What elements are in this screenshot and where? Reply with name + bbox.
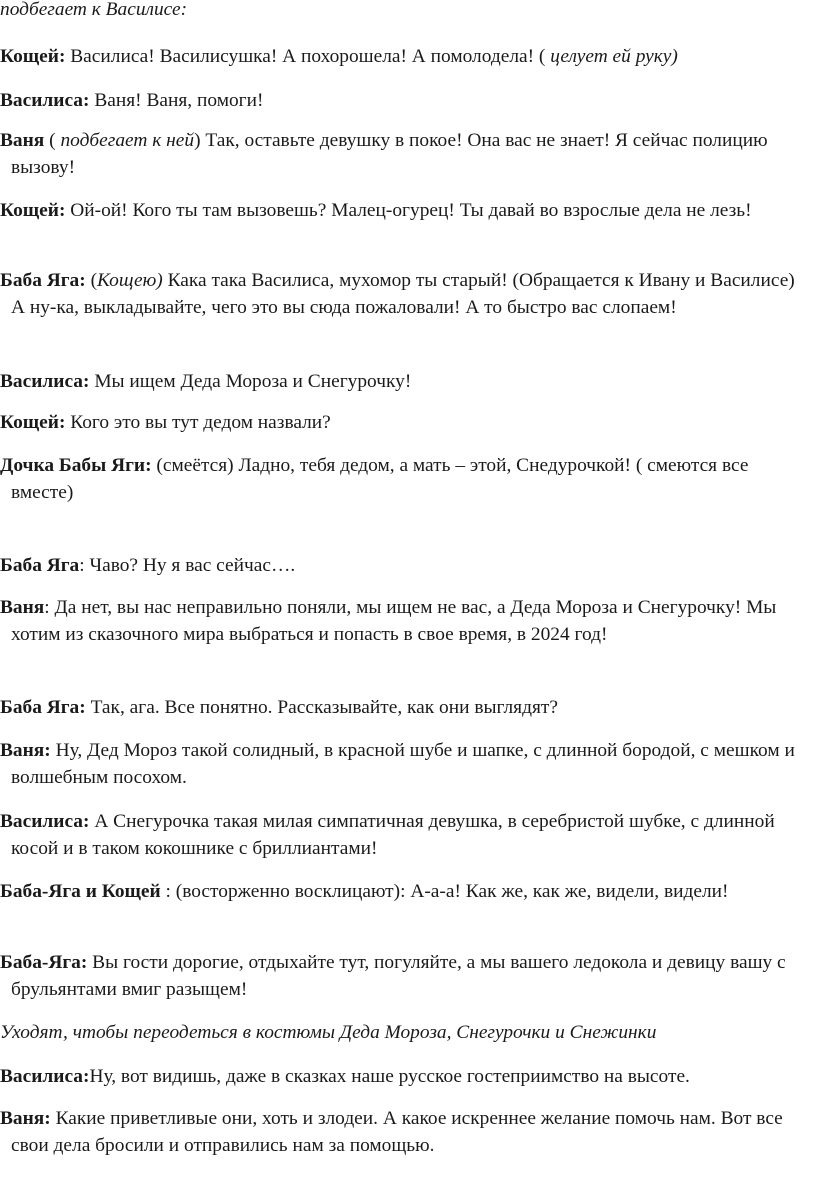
- stage-direction-text: Кощею): [97, 270, 163, 291]
- speech-text: : Да нет, вы нас неправильно поняли, мы ищем не вас, а Деда Мороза и Снегурочку! Мы хотим из сказочного мира выбраться и попасть в свое время, в 2024 год!: [11, 597, 777, 645]
- speech-text: Вы гости дорогие, отдыхайте тут, погуляйте, а мы вашего ледокола и девицу вашу с брульянтами вмиг разыщем!: [11, 952, 786, 1000]
- speech-text: (: [44, 130, 61, 151]
- stage-direction-text: Уходят, чтобы переодеться в костюмы Деда Мороза, Снегурочки и Снежинки: [0, 1022, 657, 1043]
- line-koshchei: [0, 409, 812, 436]
- speaker-name: Василиса:: [0, 90, 90, 111]
- speaker-name: Ваня: [0, 130, 45, 151]
- speaker-name: Василиса:: [0, 1066, 90, 1087]
- speech-text: Василиса! Василисушка! А похорошела! А помолодела! (: [65, 46, 551, 67]
- line-vanya: [0, 127, 812, 181]
- speaker-name: Ваня: [0, 597, 45, 618]
- line-vasilisa: [0, 87, 812, 114]
- stage-direction-text: подбегает к ней: [60, 130, 195, 151]
- speaker-name: Ваня:: [0, 1108, 51, 1129]
- speaker-name: Дочка Бабы Яги:: [0, 455, 152, 476]
- speech-text: Ну, Дед Мороз такой солидный, в красной шубе и шапке, с длинной бородой, с мешком и волшебным посохом.: [11, 740, 795, 788]
- speech-text: (: [85, 270, 98, 291]
- speaker-name: Василиса:: [0, 811, 90, 832]
- speech-text: Ой-ой! Кого ты там вызовешь? Малец-огурец! Ты давай во взрослые дела не лезь!: [65, 200, 752, 221]
- speaker-name: Ваня:: [0, 740, 51, 761]
- stage-direction: [0, 0, 812, 23]
- line-vanya: [0, 737, 812, 791]
- speech-text: Мы ищем Деда Мороза и Снегурочку!: [89, 371, 412, 392]
- speech-text: Кого это вы тут дедом назвали?: [65, 412, 331, 433]
- speaker-name: Кощей:: [0, 200, 66, 221]
- line-vasilisa: [0, 368, 812, 395]
- speaker-name: Баба Яга: [0, 555, 80, 576]
- speaker-name: Баба-Яга и Кощей: [0, 881, 161, 902]
- speaker-name: Баба-Яга:: [0, 952, 88, 973]
- speaker-name: Баба Яга:: [0, 697, 86, 718]
- speaker-name: Баба Яга:: [0, 270, 86, 291]
- stage-direction: [0, 1019, 812, 1046]
- line-baba-yaga: [0, 949, 812, 1003]
- line-koshchei: [0, 197, 812, 224]
- line-koshchei: [0, 43, 812, 70]
- speech-text: : (восторженно восклицают): А-а-а! Как же, как же, видели, видели!: [160, 881, 729, 902]
- speech-text: (смеётся) Ладно, тебя дедом, а мать – этой, Снедурочкой! ( смеются все вместе): [11, 455, 749, 503]
- line-vasilisa: [0, 808, 812, 862]
- line-vasilisa: [0, 1063, 812, 1090]
- line-yaga-daughter: [0, 452, 812, 506]
- speech-text: Кака така Василиса, мухомор ты старый! (Обращается к Ивану и Василисе) А ну-ка, выкладывайте, чего это вы сюда пожаловали! А то быстро вас слопаем!: [11, 270, 795, 318]
- speech-text: Так, ага. Все понятно. Рассказывайте, как они выглядят?: [85, 697, 558, 718]
- line-baba-yaga: [0, 694, 812, 721]
- stage-direction-text: подбегает к Василисе:: [0, 0, 188, 20]
- line-baba-yaga: [0, 267, 812, 321]
- line-vanya: [0, 1105, 812, 1159]
- speech-text: Ваня! Ваня, помоги!: [89, 90, 264, 111]
- speech-text: ) Так, оставьте девушку в покое! Она вас не знает! Я сейчас полицию вызову!: [11, 130, 768, 178]
- line-baba-yaga-and-koshchei: [0, 878, 812, 905]
- speaker-name: Кощей:: [0, 412, 66, 433]
- line-vanya: [0, 594, 812, 648]
- speech-text: Ну, вот видишь, даже в сказках наше русское гостеприимство на высоте.: [89, 1066, 690, 1087]
- speaker-name: Кощей:: [0, 46, 66, 67]
- stage-direction-text: целует ей руку): [550, 46, 678, 67]
- speech-text: : Чаво? Ну я вас сейчас….: [79, 555, 296, 576]
- speech-text: Какие приветливые они, хоть и злодеи. А какое искреннее желание помочь нам. Вот все свои дела бросили и отправились нам за помощью.: [11, 1108, 783, 1156]
- speech-text: А Снегурочка такая милая симпатичная девушка, в серебристой шубке, с длинной косой и в таком кокошнике с бриллиантами!: [11, 811, 775, 859]
- speaker-name: Василиса:: [0, 371, 90, 392]
- line-baba-yaga: [0, 552, 812, 579]
